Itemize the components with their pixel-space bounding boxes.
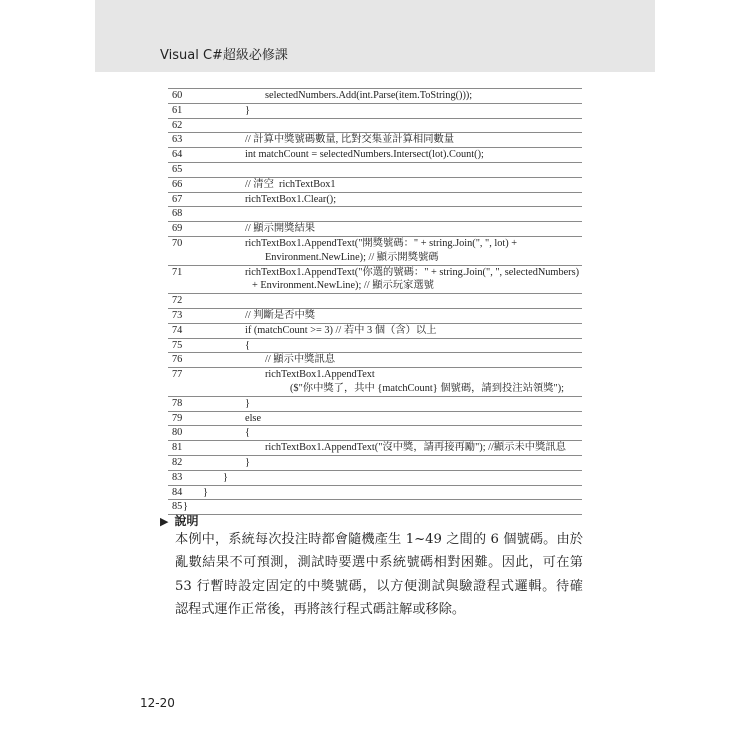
code-line: // 計算中獎號碼數量, 比對交集並計算相同數量	[245, 134, 455, 146]
line-number: 63	[172, 134, 183, 146]
code-text	[168, 397, 582, 411]
code-row	[168, 368, 582, 397]
code-line: {	[245, 339, 250, 351]
code-row	[168, 237, 582, 266]
code-text	[168, 133, 582, 147]
explanation-line: 本例中，系統每次投注時都會隨機產生 1~49 之間的 6 個號碼。由於	[175, 532, 583, 547]
code-text	[168, 163, 582, 177]
code-line: if (matchCount >= 3) // 若中 3 個（含）以上	[245, 324, 437, 336]
triangle-right-icon: ▶	[160, 515, 169, 528]
line-number: 75	[172, 339, 183, 351]
line-number: 67	[172, 193, 183, 205]
line-number: 83	[172, 471, 183, 483]
code-line: }	[183, 501, 188, 513]
explanation-line: 53 行暫時設定固定的中獎號碼，以方便測試與驗證程式邏輯。待確	[175, 578, 583, 594]
code-row	[168, 266, 582, 295]
code-text	[168, 222, 582, 236]
code-text	[168, 193, 582, 207]
code-line: richTextBox1.AppendText("你選的號碼：" + string.Join(", ", selectedNumbers)	[245, 266, 580, 278]
book-title: Visual C#超級必修課	[160, 48, 288, 63]
line-number: 82	[172, 456, 183, 468]
line-number: 64	[172, 149, 183, 161]
code-row	[168, 207, 582, 222]
code-text	[168, 294, 582, 308]
code-row	[168, 486, 582, 501]
code-text	[168, 486, 582, 500]
code-listing	[168, 88, 582, 515]
code-row	[168, 397, 582, 412]
code-row	[168, 163, 582, 178]
code-row	[168, 133, 582, 148]
line-number: 79	[172, 412, 183, 424]
explanation-heading-label: 說明	[174, 514, 199, 528]
code-line: // 判斷是否中獎	[245, 309, 316, 321]
code-line: else	[245, 412, 262, 424]
line-number: 60	[172, 90, 183, 101]
code-row	[168, 294, 582, 309]
code-row	[168, 456, 582, 471]
line-number: 65	[172, 163, 183, 175]
code-text	[168, 471, 582, 485]
code-text	[168, 119, 582, 133]
line-number: 68	[172, 208, 183, 220]
code-text	[168, 89, 582, 103]
code-text	[168, 412, 582, 426]
code-row	[168, 426, 582, 441]
line-number: 61	[172, 104, 183, 116]
line-number: 70	[172, 237, 183, 249]
line-number: 72	[172, 295, 183, 307]
line-number: 84	[172, 486, 183, 498]
code-line: }	[203, 486, 208, 498]
code-row	[168, 119, 582, 134]
code-row	[168, 178, 582, 193]
explanation-line: 亂數結果不可預測，測試時要選中系統號碼相對困難。因此，可在第	[175, 555, 583, 571]
code-line: selectedNumbers.Add(int.Parse(item.ToString()));	[265, 90, 473, 101]
code-text	[168, 104, 582, 118]
line-number: 69	[172, 223, 183, 235]
code-text	[168, 266, 582, 294]
code-line: int matchCount = selectedNumbers.Intersect(lot).Count();	[245, 149, 484, 161]
line-number: 76	[172, 354, 183, 366]
code-line: ($"你中獎了，共中 {matchCount} 個號碼，請到投注站領獎");	[290, 382, 564, 394]
code-text	[168, 456, 582, 470]
code-row	[168, 500, 582, 515]
code-text	[168, 441, 582, 455]
line-number: 85	[172, 501, 183, 513]
code-row	[168, 148, 582, 163]
code-row	[168, 339, 582, 354]
code-row	[168, 88, 582, 104]
code-row	[168, 471, 582, 486]
explanation-heading	[160, 512, 198, 529]
code-text	[168, 237, 582, 265]
explanation-paragraph	[175, 528, 583, 621]
code-text	[168, 178, 582, 192]
code-text	[168, 500, 582, 514]
code-text	[168, 324, 582, 338]
code-row	[168, 324, 582, 339]
line-number: 66	[172, 178, 183, 190]
code-line: richTextBox1.AppendText("開獎號碼：" + string.Join(", ", lot) +	[245, 237, 518, 249]
code-line: {	[245, 427, 250, 439]
line-number: 78	[172, 397, 183, 409]
code-row	[168, 441, 582, 456]
code-text	[168, 426, 582, 440]
code-text	[168, 148, 582, 162]
code-line: }	[245, 456, 250, 468]
code-line: // 顯示開獎結果	[245, 223, 316, 235]
code-line: // 清空 richTextBox1	[245, 178, 336, 190]
code-line: + Environment.NewLine); // 顯示玩家選號	[252, 280, 434, 292]
code-text	[168, 339, 582, 353]
code-text	[168, 207, 582, 221]
code-row	[168, 353, 582, 368]
code-row	[168, 412, 582, 427]
code-row	[168, 222, 582, 237]
code-line: Environment.NewLine); // 顯示開獎號碼	[265, 251, 439, 263]
line-number: 71	[172, 266, 183, 278]
code-row	[168, 104, 582, 119]
code-line: // 顯示中獎訊息	[265, 354, 336, 366]
code-line: richTextBox1.AppendText	[265, 369, 375, 381]
code-text	[168, 368, 582, 396]
code-line: }	[245, 397, 250, 409]
code-line: richTextBox1.AppendText("沒中獎，請再接再勵"); //顯示未中獎訊息	[265, 442, 566, 454]
explanation-line: 認程式運作正常後，再將該行程式碼註解或移除。	[175, 601, 466, 617]
page-number: 12-20	[140, 696, 175, 710]
line-number: 62	[172, 119, 183, 131]
code-row	[168, 309, 582, 324]
line-number: 81	[172, 442, 183, 454]
line-number: 80	[172, 427, 183, 439]
code-line: }	[245, 104, 250, 116]
code-text	[168, 309, 582, 323]
line-number: 77	[172, 369, 183, 381]
line-number: 73	[172, 309, 183, 321]
code-line: }	[223, 471, 228, 483]
code-line: richTextBox1.Clear();	[245, 193, 337, 205]
code-row	[168, 193, 582, 208]
code-text	[168, 353, 582, 367]
line-number: 74	[172, 324, 183, 336]
